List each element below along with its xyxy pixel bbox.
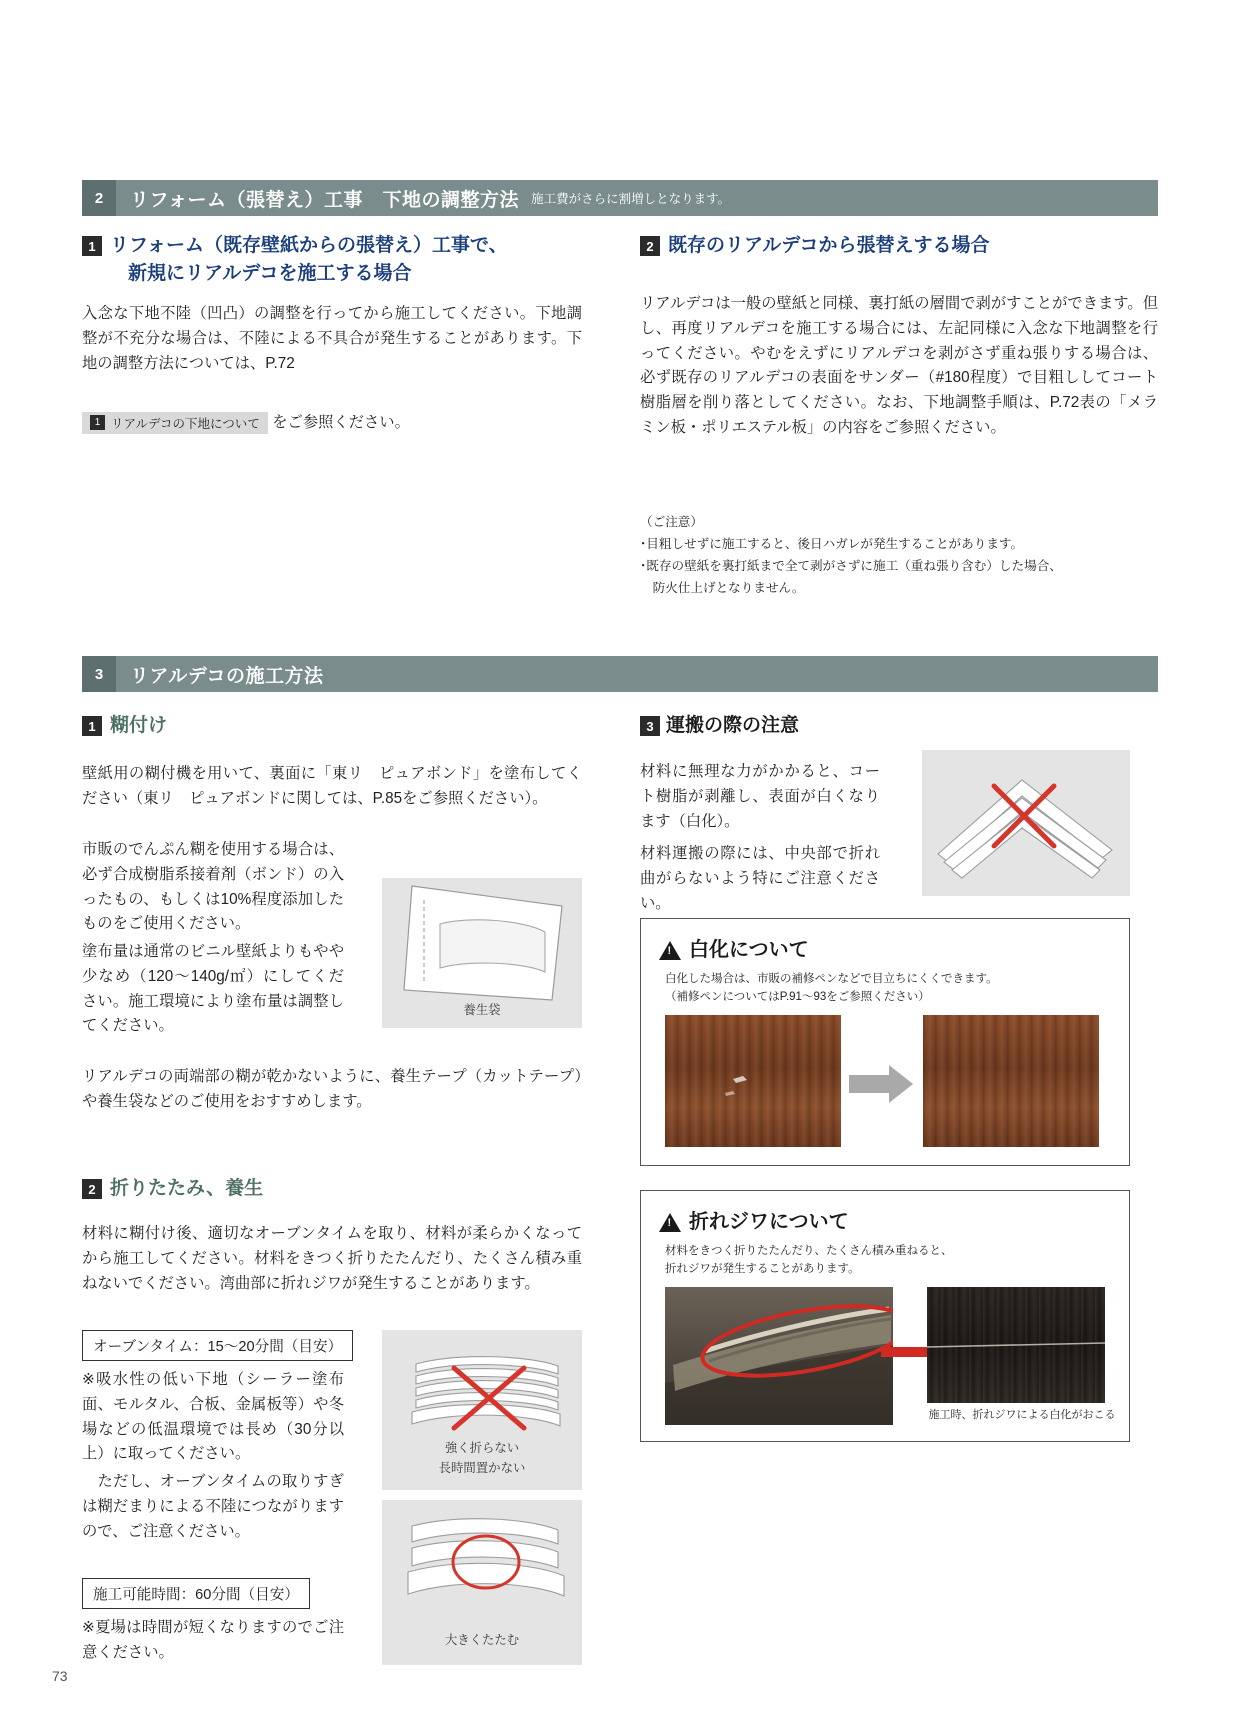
section-2-title: リフォーム（張替え）工事 下地の調整方法 [130, 189, 520, 211]
subsection-3-1-p3: 塗布量は通常のビニル壁紙よりもやや少なめ（120～140g/㎡）にしてください。施工環境により塗布量は調整してください。 [82, 943, 344, 1035]
subsection-3-2-title: 折りたたみ、養生 [110, 1178, 264, 1199]
section-2-number: 2 [82, 180, 116, 216]
crease-line [927, 1287, 1105, 1403]
subsection-2-1-body-after: をご参照ください。 [272, 414, 410, 431]
subsection-2-2-body: リアルデコは一般の壁紙と同様、裏打紙の層間で剥がすことができます。但し、再度リアルデコを施工する場合には、左記同様に入念な下地調整を行ってください。やむをえずにリアルデコを剥がさず重ね張りする場合は、必ず既存のリアルデコの表面をサンダー（#180程度）で目粗ししてコート樹脂層を削り落としてください。なお、下地調整手順は、P.72表の「メラミン板・ポリエステル板」の内容をご参照ください。 [640, 295, 1158, 436]
section-3-title: リアルデコの施工方法 [130, 665, 324, 687]
section-3-number: 3 [82, 656, 116, 692]
subsection-2-2-number: 2 [640, 236, 660, 256]
subsection-3-3-p2: 材料運搬の際には、中央部で折れ曲がらないよう特にご注意ください。 [640, 845, 880, 912]
subsection-2-1-title-line2: 新規にリアルデコを施工する場合 [128, 262, 412, 284]
figure-do-not-bend-center [922, 750, 1130, 896]
subsection-2-2-heading [640, 232, 1160, 260]
section-2-header [82, 180, 1158, 216]
figure-fold-loosely-caption: 大きくたたむ [444, 1633, 520, 1647]
figure-fold-loosely [382, 1500, 582, 1665]
subsection-3-1-p4: リアルデコの両端部の糊が乾かないように、養生テープ（カットテープ）や養生袋などのご使用をおすすめします。 [82, 1068, 582, 1110]
subsection-3-2-p1: 材料に糊付け後、適切なオーブンタイムを取り、材料が柔らかくなってから施工してください。材料をきつく折りたたんだり、たくさん積み重ねないでください。湾曲部に折れジワが発生することがあります。 [82, 1225, 582, 1292]
photo-repaired-sample [923, 1015, 1099, 1147]
figure-do-not-fold-caption-1: 強く折らない [444, 1441, 520, 1455]
subsection-3-2-p2: ※吸水性の低い下地（シーラー塗布面、モルタル、合板、金属板等）や冬場などの低温環境では長め（30分以上）に取ってください。 [82, 1371, 344, 1463]
subsection-3-1-p1: 壁紙用の糊付機を用いて、裏面に「東リ ピュアボンド」を塗布してください（東リ ピュアボンドに関しては、P.85をご参照ください）。 [82, 765, 582, 807]
bend-center-illustration [922, 750, 1130, 896]
subsection-2-1-heading [82, 232, 582, 287]
panel-whitening [640, 918, 1130, 1166]
arrow-right-icon [849, 1065, 915, 1103]
subsection-3-1-heading [82, 712, 167, 740]
reference-tag-label: リアルデコの下地について [111, 416, 260, 431]
subsection-3-1-number: 1 [82, 716, 102, 736]
figure-do-not-fold-tight [382, 1330, 582, 1490]
panel-crease-caption: 施工時、折れジワによる白化がおこる [928, 1409, 1116, 1421]
figure-do-not-fold-caption-2: 長時間置かない [438, 1461, 526, 1475]
photo-folded-material [665, 1287, 893, 1425]
caution-item-2: ･既存の壁紙を裏打紙まで全て剥がさずに施工（重ね張り含む）した場合、 [640, 559, 1062, 573]
subsection-3-3-number: 3 [640, 716, 660, 736]
panel-whitening-title: 白化について [689, 939, 809, 961]
subsection-3-1-title: 糊付け [110, 715, 168, 736]
subsection-2-1-body-text: 入念な下地不陸（凹凸）の調整を行ってから施工してください。下地調整が不充分な場合は、不陸による不具合が発生することがあります。下地の調整方法については、P.72 [82, 305, 582, 372]
panel-whitening-title-row [659, 933, 809, 962]
panel-crease-title-row [659, 1205, 849, 1234]
subsection-3-3-heading [640, 712, 799, 740]
subsection-2-1-title-line1: リフォーム（既存壁紙からの張替え）工事で、 [110, 235, 508, 256]
subsection-3-2-p3: ただし、オーブンタイムの取りすぎは糊だまりによる不陸につながりますので、ご注意ください。 [82, 1473, 344, 1540]
workable-time-box: 施工可能時間：60分間（目安） [82, 1578, 310, 1609]
whitening-marks [665, 1015, 841, 1147]
warning-icon [659, 941, 681, 960]
panel-crease-p1: 材料をきつく折りたたんだり、たくさん積み重ねると、 [665, 1245, 953, 1257]
reference-tag[interactable] [82, 412, 268, 434]
folded-material-photo [665, 1287, 893, 1425]
subsection-3-2-number: 2 [82, 1179, 102, 1199]
panel-crease-p2: 折れジワが発生することがあります。 [665, 1263, 860, 1275]
subsection-2-1-number: 1 [82, 236, 102, 256]
subsection-3-3-title: 運搬の際の注意 [666, 715, 800, 736]
photo-whitened-sample [665, 1015, 841, 1147]
caution-item-1: ･目粗しせずに施工すると、後日ハガレが発生することがあります。 [640, 537, 1024, 551]
figure-protective-bag [382, 878, 582, 1028]
subsection-2-2-title: 既存のリアルデコから張替えする場合 [668, 235, 990, 256]
page-number: 73 [52, 1668, 68, 1684]
oven-time-box: オーブンタイム：15～20分間（目安） [82, 1330, 353, 1361]
reference-tag-number: 1 [90, 415, 105, 430]
warning-icon [659, 1213, 681, 1232]
photo-crease-whitening [927, 1287, 1105, 1403]
caution-heading: （ご注意） [640, 515, 703, 529]
subsection-3-1-p2: 市販のでんぷん糊を使用する場合は、必ず合成樹脂系接着剤（ボンド）の入ったもの、もしくは10%程度添加したものをご使用ください。 [82, 841, 344, 933]
subsection-2-1-reference-row [82, 410, 582, 434]
caution-item-2-cont: 防火仕上げとなりません。 [640, 581, 805, 595]
section-2-note: 施工費がさらに割増しとなります。 [531, 192, 731, 206]
figure-protective-bag-caption: 養生袋 [463, 1003, 501, 1017]
subsection-2-1-body [82, 302, 582, 376]
panel-crease [640, 1190, 1130, 1442]
panel-whitening-p1: 白化した場合は、市販の補修ペンなどで目立ちにくくできます。 [665, 973, 998, 985]
subsection-3-2-p4: ※夏場は時間が短くなりますのでご注意ください。 [82, 1619, 344, 1661]
subsection-3-2-heading [82, 1175, 263, 1203]
subsection-3-3-p1: 材料に無理な力がかかると、コート樹脂が剥離し、表面が白くなります（白化）。 [640, 763, 880, 830]
section-3-header [82, 656, 1158, 692]
panel-whitening-p2: （補修ペンについてはP.91～93をご参照ください） [665, 991, 930, 1003]
panel-crease-title: 折れジワについて [689, 1211, 849, 1233]
